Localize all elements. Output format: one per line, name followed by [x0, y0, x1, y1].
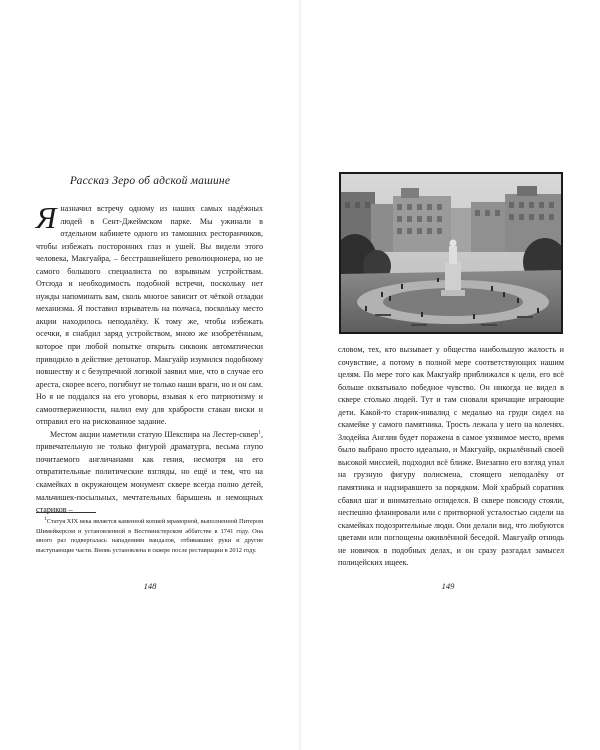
opening-paragraph-text: назначил встречу одному из наших самых надёжных людей в Сент-Джеймском парке. Мы ужинали в отдельном кабинете одного из тамошних ресторанчиков, чтобы избежать посторонних глаз и ушей. Вы видели этого человека, Макгуайра, – бесстрашнейшего революционера, но не самого большого специалиста по взрывным устройствам. Отсюда и необходимость подобной встречи, поскольку нет нужды напоминать вам, сколь многое зависит от чёткой отладки механизма. Я поставил взрыватель на полчаса, поскольку место акции находилось неподалёку. К тому же, чтобы избежать осечки, я снабдил заряд устройством, мною же изобретённым, которое при любой попытке открыть сиквоик автоматически приводило в действие детонатор. Макгуайр изумился подобному новшеству и с безупречной логикой заявил мне, что в случае его ареста, скорее всего, погибнут не только наши враги, но и он сам. Но я не поддался на его уговоры, взывая к его патриотизму и самоотверженности, налил ему для храбрости стакан виски и отправил его на рискованное задание.	[36, 204, 263, 427]
footnote-marker: 1	[258, 429, 261, 436]
drop-cap: Я	[36, 200, 57, 235]
second-paragraph	[36, 429, 263, 517]
photograph-leicester-square-icon	[339, 172, 563, 334]
footnote-number: 1	[44, 515, 47, 522]
second-paragraph-start: Местом акции наметили статую Шекспира на Лестер-сквер	[50, 429, 259, 439]
footnote	[36, 517, 263, 556]
second-paragraph-rest: , привечательную не только фигурой драматурга, весьма глупо почитаемого англичанами как гения, несмотря на его отвратительные политические взгляды, но ещё и тем, что на скамейках в окружающем монумент сквере всегда полно детей, мальчишек-посыльных, мечтательных барышень и немощных стариков –	[36, 429, 263, 515]
right-page	[300, 0, 600, 750]
page-number-right: 149	[441, 581, 455, 591]
photograph-image	[341, 174, 561, 332]
left-page-body	[36, 200, 263, 517]
continuation-paragraph: словом, тех, кто вызывает у общества наибольшую жалость и сочувствие, а потому в полной мере соответствующих нашим целям. По мере того как Макгуайр приближался к цели, его всё больше охватывало победное чувство. Он никогда не видел в сквере столько людей. Тут и там сновали кричащие играющие дети. Какой-то старик-инвалид с медалью на груди сидел на скамейке у самого памятника. Трость лежала у него на коленях. Злодейка Англия будет поражена в самое уязвимое место, время было выбрано просто идеально, и Макгуайр, окрылённый своей высокой миссией, подходил всё ближе. Внезапно его взгляд упал на грузную фигуру полисмена, стоящего неподалёку от памятника и надзиравшего за порядком. Мой храбрый соратник сбавил шаг и внимательно огляделся. В сквере повсюду стояли, неспешно фланировали или с притворной усталостью сидели на скамейках подозрительные люди. Они делали вид, что любуются цветами или поглощены оживлённой беседой. Макгуайр отнюдь не новичок в подобных делах, и он сразу разгадал замысел полицейских ищеек.	[338, 345, 564, 568]
page-number-left: 148	[143, 581, 157, 591]
chapter-title: Рассказ Зеро об адской машине	[69, 175, 231, 187]
footnote-divider	[36, 512, 96, 513]
right-page-body	[338, 344, 564, 570]
opening-paragraph	[36, 200, 263, 429]
footnote-text: Статуя XIX века является каменной копией мраморной, выполненной Питером Шимейкерсом и установленной в Вестминстерском аббатстве в 1741 году. Она много раз подвергалась нападениям вандалов, отбивавших руки и другие выступающие части. Вновь установлена в сквере после реставрации в 2012 году.	[36, 518, 263, 555]
